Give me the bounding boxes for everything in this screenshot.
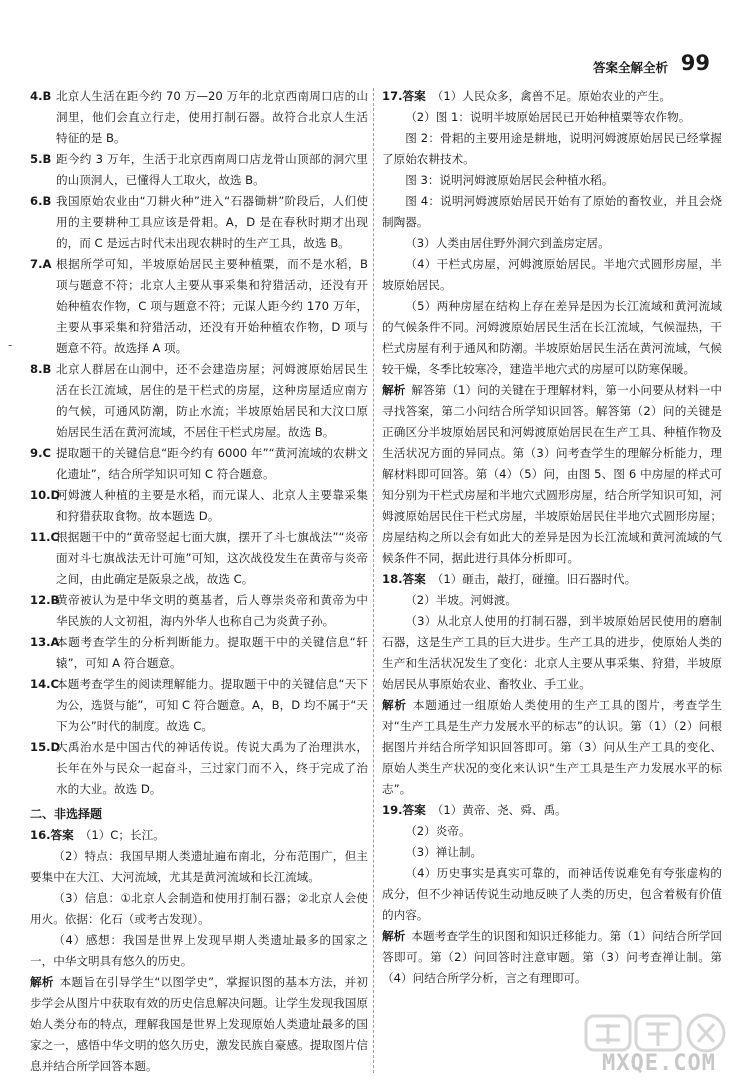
analysis-label: 解析: [382, 383, 406, 397]
answer-label: 15.D: [30, 740, 61, 754]
answer-line: （1）C；长江。: [79, 828, 165, 842]
answer-label: 19.答案: [382, 803, 426, 817]
answer-line: （4）感想：我国是世界上发现早期人类遗址最多的国家之一，中华文明具有悠久的历史。: [30, 933, 368, 968]
answer-line: （2）半坡。河姆渡。: [405, 593, 517, 607]
answer-line: （3）从北京人使用的打制石器，到半坡原始居民使用的磨制石器，这是生产工具的巨大进步。生产工具的进步，使原始人类的生产和生活状况发生了变化：北京人主要从事采集、狩猎，半坡原始居民从事原始农业、畜牧业、手工业。: [382, 614, 722, 691]
page-header: [0, 0, 750, 84]
column-divider: [373, 88, 374, 1073]
answer-text: 距今约 3 万年，生活于北京西南周口店龙骨山顶部的洞穴里的山顶洞人，已懂得人工取火，故选 B。: [56, 152, 368, 187]
answer-label: 11.C: [30, 530, 60, 544]
answer-label: 4.B: [30, 89, 52, 103]
analysis-text: 本题通过一组原始人类使用的生产工具的图片，考查学生对“生产工具是生产力发展水平的标志”的认识。第（1）（2）问根据图片并结合所学知识回答即可。第（3）问从生产工具的变化、原始人类生产状况的变化来认识“生产工具是生产力发展水平的标志”。: [382, 698, 722, 796]
answer-text: 北京人生活在距今约 70 万—20 万年的北京西南周口店的山洞里，他们会直立行走，使用打制石器。故符合北京人生活特征的是 B。: [56, 89, 368, 145]
margin-mark: -: [8, 338, 13, 352]
question-19: [382, 800, 722, 989]
analysis-label: 解析: [382, 698, 407, 712]
answer-line: （3）禅让制。: [405, 845, 483, 859]
watermark-logo: [578, 1010, 738, 1082]
answer-label: 14.C: [30, 677, 60, 691]
answer-label: 17.答案: [382, 89, 426, 103]
answer-item-9: [30, 443, 368, 485]
question-16: [30, 825, 368, 1077]
answer-item-4: [30, 86, 368, 149]
answer-line: （3）信息：①北京人会制造和使用打制石器；②北京人会使用火。依据：化石（或考古发现）。: [30, 891, 368, 926]
header-title: 答案全解全析: [592, 60, 668, 75]
right-column: [382, 86, 722, 989]
analysis-text: 解答第（1）问的关键在于理解材料，第一小问要从材料一中寻找答案，第二小问结合所学知识回答。解答第（2）问的关键是正确区分半坡原始居民和河姆渡原始居民在生产工具、种植作物及生活状况方面的异同点。第（3）问考查学生的理解分析能力，理解材料即可回答。第（4）（5）问，由图 5、图 6 中房屋的样式可知分别为干栏式房屋和半地穴式圆形房屋，结合所学知识可知，河姆渡原始居民住干栏式房屋，半坡原始居民住半地穴式圆形房屋；房屋结构之所以会有如此大的差异是因为长江流域和黄河流域的气候条件不同，据此进行具体分析即可。: [382, 383, 722, 565]
analysis-text: 本题旨在引导学生“以图学史”，掌握识图的基本方法，并初步学会从图片中获取有效的历史信息解决问题。让学生发现我国原始人类分布的特点，理解我国是世界上发现原始人类遗址最多的国家之一，感悟中华文明的悠久历史，激发民族自豪感。提取图片信息并结合所学回答本题。: [30, 975, 368, 1073]
answer-line: （1）砸击，敲打，碰撞。旧石器时代。: [431, 572, 637, 586]
answer-text: 根据所学可知，半坡原始居民主要种植粟，而不是水稻，B 项与题意不符；北京人主要从事采集和狩猎活动，还没有开始种植农作物，C 项与题意不符；元谋人距今约 170 万年，主要从事采集和狩猎活动，还没有开始种植农作物，D 项与题意不符。故选择 A 项。: [56, 257, 368, 355]
answer-label: 10.D: [30, 488, 61, 502]
answer-label: 16.答案: [30, 828, 74, 842]
question-17: [382, 86, 722, 569]
answer-text: 本题考查学生的阅读理解能力。提取题干中的关键信息“天下为公，选贤与能”，可知 C 符合题意。A，B，D 均不属于“天下为公”时代的制度。故选 C。: [56, 677, 368, 733]
answer-line: （3）人类由居住野外洞穴到盖房定居。: [405, 236, 610, 250]
answer-line: 图 4：说明河姆渡原始居民开始有了原始的畜牧业，并且会烧制陶器。: [382, 194, 722, 229]
answer-item-12: [30, 590, 368, 632]
answer-text: 大禹治水是中国古代的神话传说。传说大禹为了治理洪水，长年在外与民众一起奋斗，三过家门而不入，终于完成了治水的大业。故选 D。: [56, 740, 368, 796]
answer-line: （1）黄帝、尧、舜、禹。: [431, 803, 567, 817]
left-column: [30, 86, 368, 1077]
answer-item-15: [30, 737, 368, 800]
answer-item-10: [30, 485, 368, 527]
answer-item-6: [30, 191, 368, 254]
answer-text: 本题考查学生的分析判断能力。提取题干中的关键信息“轩辕”，可知 A 符合题意。: [56, 635, 368, 670]
answer-line: （4）干栏式房屋，河姆渡原始居民。半地穴式圆形房屋，半坡原始居民。: [382, 257, 722, 292]
answer-line: （2）炎帝。: [405, 824, 471, 838]
answer-label: 7.A: [30, 257, 52, 271]
answer-label: 8.B: [30, 362, 52, 376]
answer-text: 河姆渡人种植的主要是水稻，而元谋人、北京人主要靠采集和狩猎获取食物。故本题选 D。: [56, 488, 368, 523]
analysis-label: 解析: [30, 975, 54, 989]
answer-item-13: [30, 632, 368, 674]
answer-line: 图 2：骨耜的主要用途是耕地，说明河姆渡原始居民已经掌握了原始农耕技术。: [382, 131, 722, 166]
answer-item-8: [30, 359, 368, 443]
question-18: [382, 569, 722, 800]
answer-text: 根据题干中的“黄帝竖起七面大旗，摆开了斗七旗战法”“炎帝面对斗七旗战法无计可施”可知，这次战役发生在黄帝与炎帝之间，由此确定是阪泉之战，故选 C。: [56, 530, 368, 586]
answer-label: 5.B: [30, 152, 52, 166]
answer-label: 18.答案: [382, 572, 426, 586]
analysis-text: 本题考查学生的识图和知识迁移能力。第（1）问结合所学回答即可。第（2）问回答时注意审题。第（3）问考查禅让制。第（4）问结合所学分析，言之有理即可。: [382, 929, 722, 985]
answer-line: （2）图 1：说明半坡原始居民已开始种植粟等农作物。: [405, 110, 691, 124]
page-number: 99: [680, 51, 710, 75]
answer-text: 我国原始农业由“刀耕火种”进入“石器锄耕”阶段后，人们使用的主要耕种工具应该是骨耜。A，D 是在春秋时期才出现的，而 C 是远古时代未出现农耕时的生产工具，故选 B。: [56, 194, 368, 250]
answer-label: 9.C: [30, 446, 51, 460]
answer-item-11: [30, 527, 368, 590]
watermark-text: MXQE.COM: [602, 1051, 716, 1076]
answer-line: （5）两种房屋在结构上存在差异是因为长江流域和黄河流域的气候条件不同。河姆渡原始居民生活在长江流域，气候湿热，干栏式房屋有利于通风和防潮。半坡原始居民生活在黄河流域，气候较干燥，冬季比较寒冷，建造半地穴式的房屋可以防寒保暖。: [382, 299, 722, 376]
answer-item-7: [30, 254, 368, 359]
answer-item-5: [30, 149, 368, 191]
answer-line: （2）特点：我国早期人类遗址遍布南北，分布范围广，但主要集中在大江、大河流域，尤其是黄河流域和长江流域。: [30, 849, 368, 884]
section-title: 二、非选择题: [30, 807, 103, 821]
answer-text: 提取题干的关键信息“距今约有 6000 年”“黄河流域的农耕文化遗址”，结合所学知识可知 C 符合题意。: [56, 446, 368, 481]
answer-label: 13.A: [30, 635, 60, 649]
answer-label: 6.B: [30, 194, 52, 208]
answer-label: 12.B: [30, 593, 60, 607]
mcq-answer-list: [30, 86, 368, 800]
answer-line: 图 3：说明河姆渡原始居民会种植水稻。: [405, 173, 614, 187]
analysis-label: 解析: [382, 929, 406, 943]
answer-line: （4）历史事实是真实可靠的，而神话传说难免有夸张虚构的成分，但不少神话传说生动地反映了人类的历史，包含着极有价值的内容。: [382, 866, 722, 922]
answer-text: 北京人群居在山洞中，还不会建造房屋；河姆渡原始居民生活在长江流域，居住的是干栏式的房屋，这种房屋适应南方的气候，可通风防潮，防止水流；半坡原始居民和大汶口原始居民生活在黄河流域，不居住干栏式房屋。故选 B。: [56, 362, 368, 439]
answer-line: （1）人民众多，禽兽不足。原始农业的产生。: [431, 89, 671, 103]
answer-text: 黄帝被认为是中华文明的奠基者，后人尊崇炎帝和黄帝为中华民族的人文初祖，海内外华人也称自己为炎黄子孙。: [56, 593, 368, 628]
answer-item-14: [30, 674, 368, 737]
